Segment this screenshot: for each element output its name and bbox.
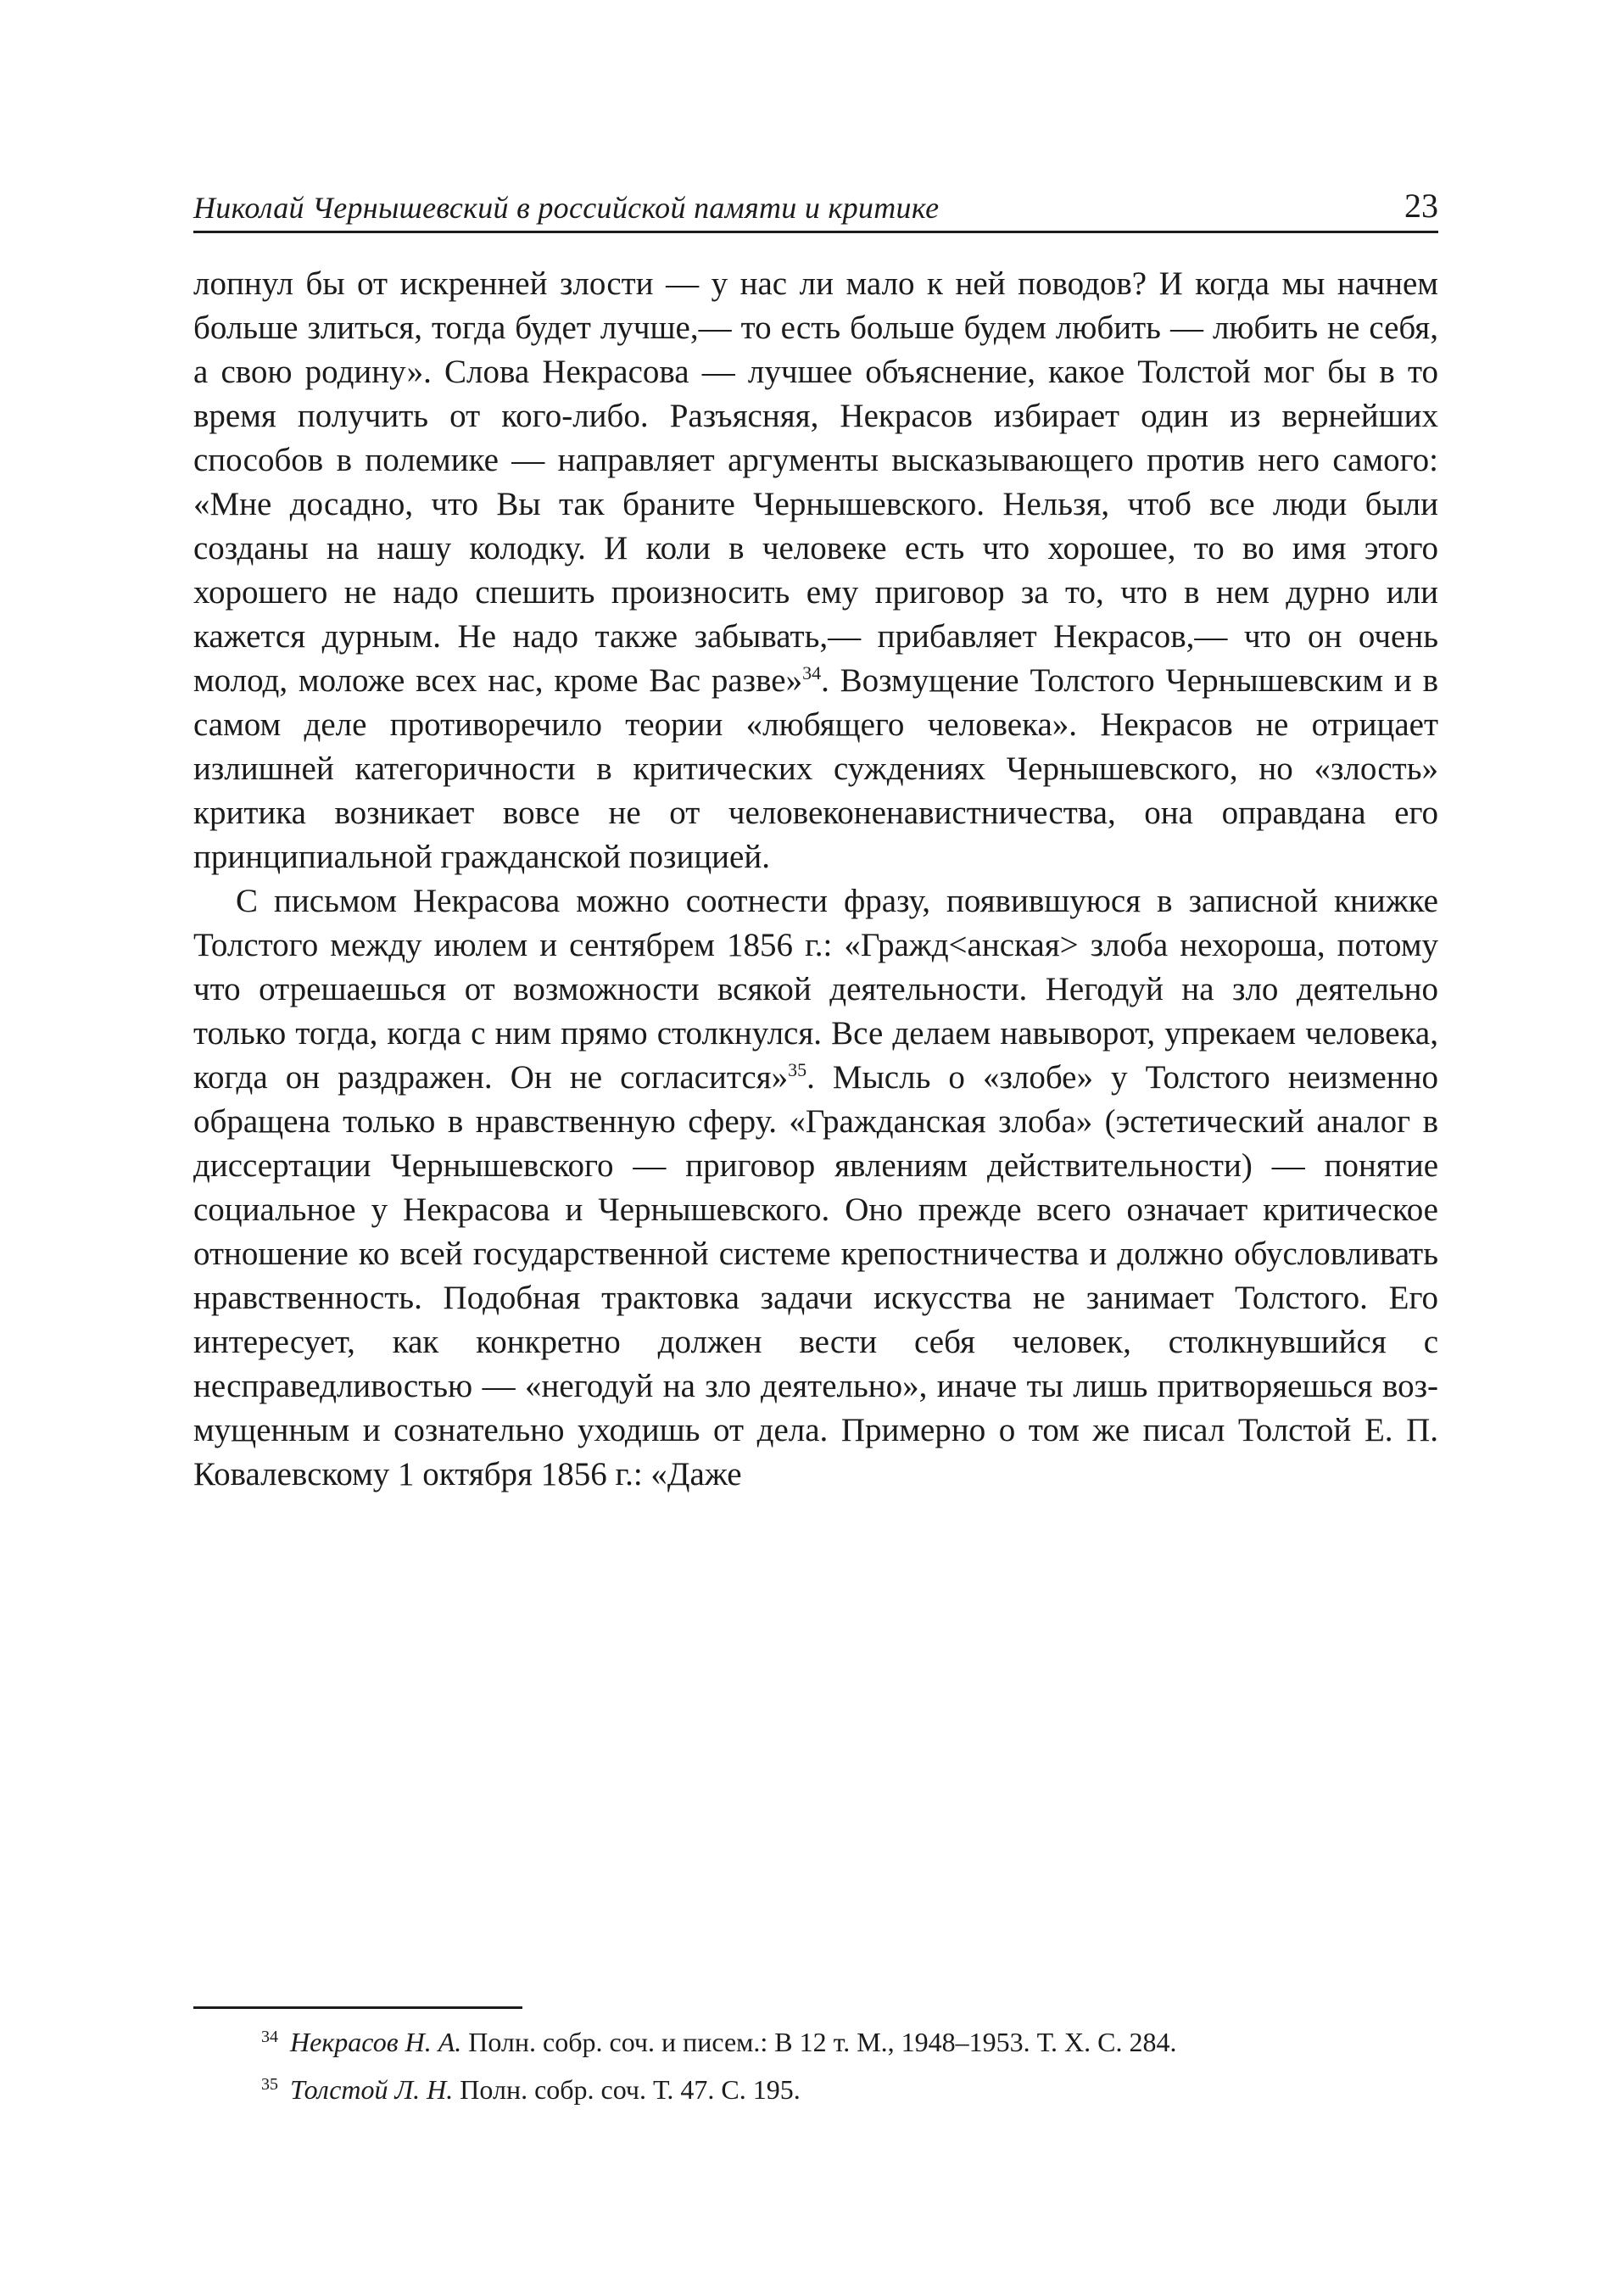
paragraph-2-text-a: С письмом Некрасова можно соотнести фразу, появившуюся в записной книжке Толстого между июлем и сентябрем 1856 г.: «Гражд<анская> злоба нехороша, потому что отрешаешься от возможности всякой деятельности. Негодуй на зло деятельно только тогда, когда с ним прямо столкнулся. Все делаем навыворот, упрекаем человека, когда он раздражен. Он не согласится» [193, 883, 1438, 1096]
running-title: Николай Чернышевский в российской памяти и критике [193, 191, 940, 225]
footnotes [193, 2023, 1438, 2118]
footnote-35 [193, 2071, 1438, 2108]
paragraph-1-text-a: лопнул бы от искренней злости — у нас ли мало к ней поводов? И когда мы начнем больше злиться, тогда будет лучше,— то есть больше будем любить — любить не себя, а свою родину». Слова Некрасова — лучшее объяснение, какое Толстой мог бы в то время получить от кого-либо. Разъясняя, Некрасов избирает один из вернейших способов в полемике — направляет аргументы высказывающего против него самого: «Мне досадно, что Вы так браните Чернышевского. Нельзя, чтоб все люди были созданы на нашу колодку. И коли в человеке есть что хорошее, то во имя этого хорошего не надо спешить произносить ему приговор за то, что в нем дурно или кажется дурным. Не надо также забывать,— прибавляет Некрасов,— что он очень молод, моложе всех нас, кроме Вас разве» [193, 265, 1438, 699]
footnote-number: 35 [261, 2075, 278, 2094]
page [193, 178, 1438, 1497]
footnote-text: Полн. собр. соч. и писем.: В 12 т. М., 1948–1953. Т. X. С. 284. [461, 2027, 1177, 2057]
body-text [193, 262, 1438, 1497]
footnote-divider [193, 2006, 522, 2009]
paragraph-2 [193, 879, 1438, 1497]
footnote-number: 34 [261, 2028, 278, 2046]
paragraph-2-text-b: . Мысль о «злобе» у Толстого неизменно обращена только в нравственную сферу. «Гражданская злоба» (эстетический аналог в диссертации Чернышевского — приговор явлениям действительности) — понятие социальное у Некрасова и Чернышевского. Оно прежде всего означает критическое отношение ко всей государственной системе крепостничества и должно обусловливать нравственность. Подобная трактовка задачи искусства не занимает Толстого. Его интересует, как конкретно должен вести себя человек, столкнувшийся с несправедливостью — «негодуй на зло деятельно», иначе ты лишь притворяешься возмущенным и сознательно уходишь от дела. Примерно о том же писал Толстой Е. П. Ковалевскому 1 октября 1856 г.: «Даже [193, 1059, 1438, 1492]
footnote-body [261, 2071, 1438, 2108]
footnote-text: Полн. собр. соч. Т. 47. С. 195. [453, 2074, 801, 2105]
paragraph-1 [193, 262, 1438, 879]
footnote-34 [193, 2023, 1438, 2061]
page-number: 23 [1404, 187, 1438, 225]
footnote-ref-35[interactable]: 35 [788, 1059, 807, 1080]
running-head [193, 178, 1438, 233]
footnote-body [261, 2023, 1438, 2061]
footnote-author: Толстой Л. Н. [290, 2074, 454, 2105]
footnote-ref-34[interactable]: 34 [802, 662, 822, 683]
paragraph-1-text-b: . Возмущение Толстого Чернышевским и в самом деле противоречило теории «любящего человека». Некрасов не отрицает излишней категоричности в критических суждениях Чернышевского, но «злость» критика возникает вовсе не от человеконенавистничества, она оправдана его принципиальной гражданской позицией. [193, 662, 1439, 875]
footnote-author: Некрасов Н. А. [290, 2027, 462, 2057]
